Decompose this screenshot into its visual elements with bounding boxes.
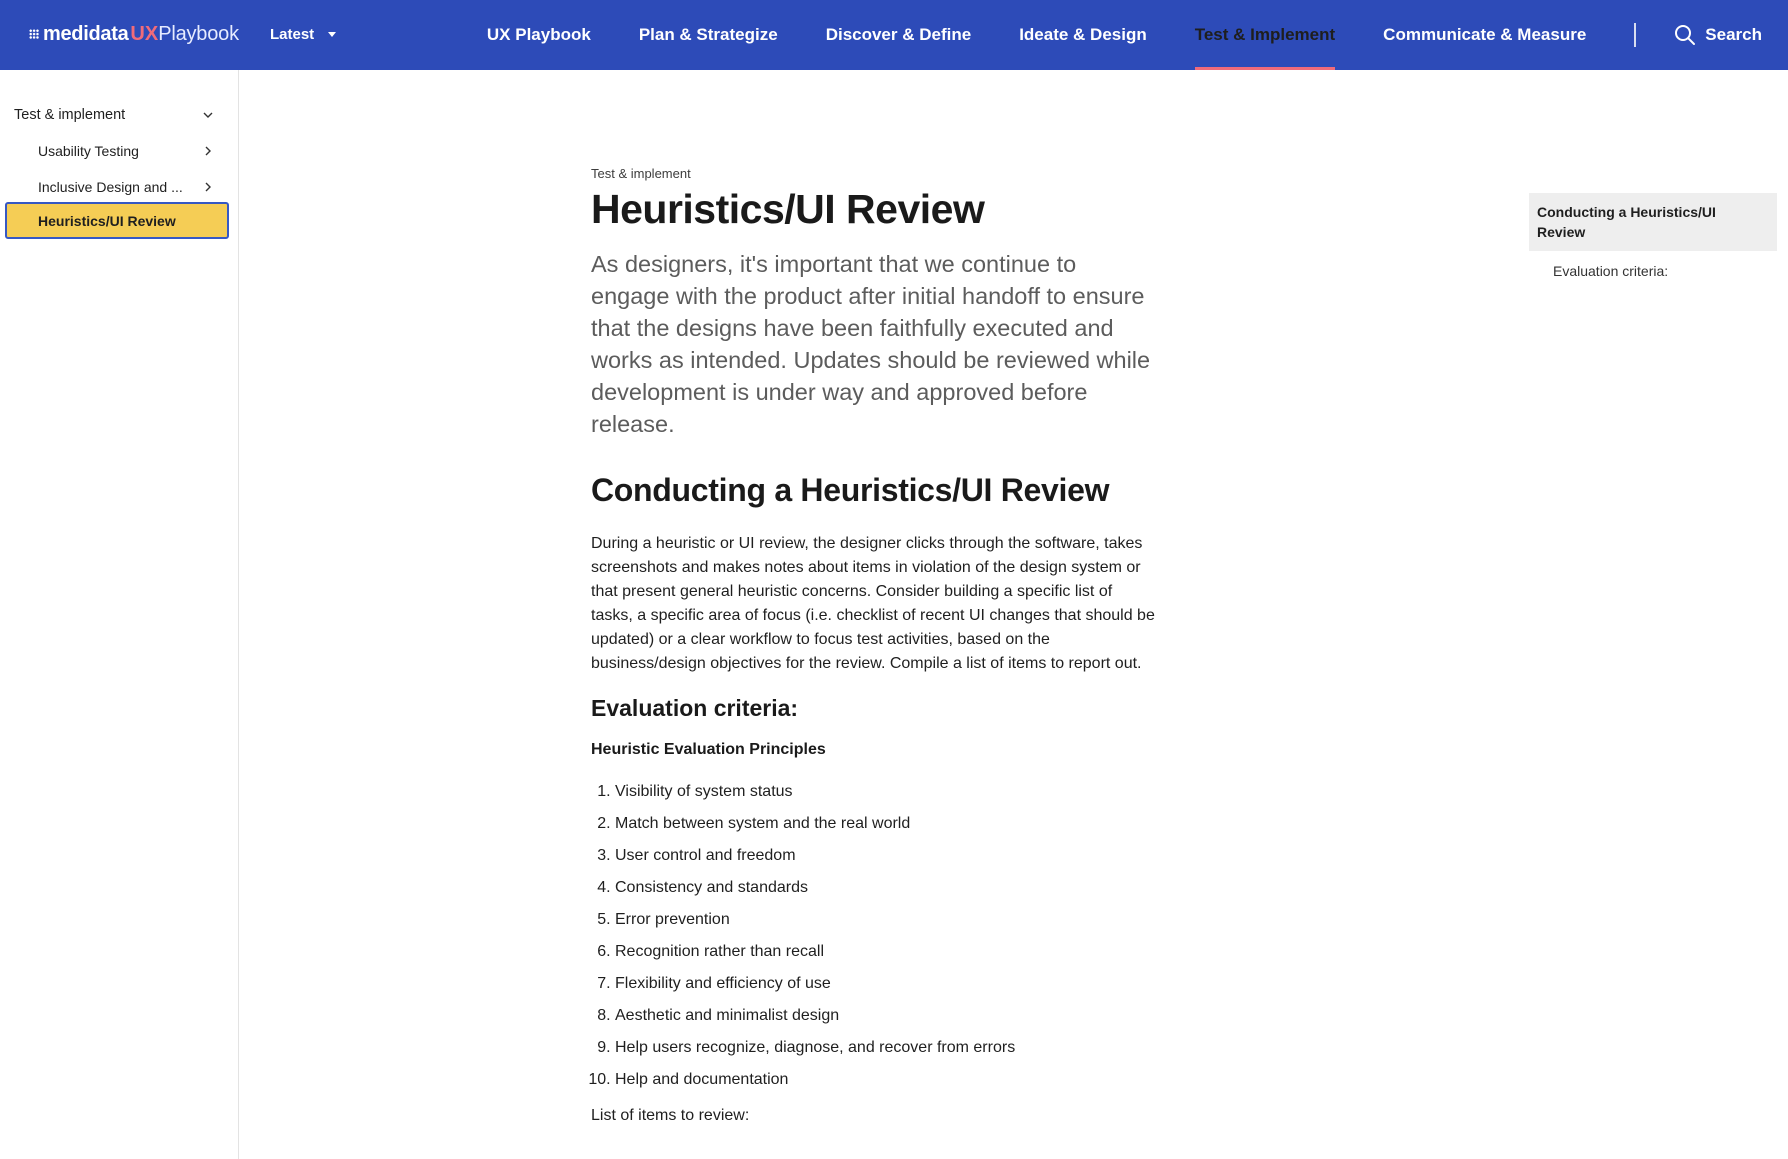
- list-item: 3. User control and freedom: [615, 840, 1161, 872]
- toc-item-evaluation-criteria[interactable]: Evaluation criteria:: [1553, 263, 1669, 279]
- chevron-right-icon: [202, 181, 214, 193]
- page-title: Heuristics/UI Review: [591, 186, 985, 232]
- top-navigation-bar: [0, 0, 1788, 70]
- sidebar-item-label: Heuristics/UI Review: [38, 212, 176, 229]
- sidebar-item-heuristics-ui-review[interactable]: [5, 202, 229, 239]
- nav-item-communicate-measure[interactable]: Communicate & Measure: [1383, 25, 1587, 44]
- sidebar-item-usability-testing[interactable]: [38, 139, 224, 163]
- search-icon: [1674, 24, 1696, 46]
- section-heading-conducting: Conducting a Heuristics/UI Review: [591, 472, 1110, 508]
- search-button[interactable]: [1656, 0, 1788, 70]
- principles-heading: Heuristic Evaluation Principles: [591, 741, 826, 758]
- chevron-right-icon: [202, 145, 214, 157]
- list-item: 10. Help and documentation: [615, 1064, 1161, 1096]
- main-content: [591, 166, 1161, 1128]
- list-item: 8. Aesthetic and minimalist design: [615, 1000, 1161, 1032]
- list-item: 9. Help users recognize, diagnose, and recover from errors: [615, 1032, 1161, 1064]
- left-sidebar: [0, 70, 239, 1159]
- logo-playbook-text: Playbook: [158, 22, 239, 45]
- sidebar-section-label: Test & implement: [14, 107, 126, 123]
- list-item: 1. Visibility of system status: [615, 776, 1161, 808]
- sidebar-section-test-implement[interactable]: [14, 103, 224, 127]
- list-item: 7. Flexibility and efficiency of use: [615, 968, 1161, 1000]
- breadcrumb[interactable]: Test & implement: [591, 166, 691, 181]
- list-item: 4. Consistency and standards: [615, 872, 1161, 904]
- search-button-label: Search: [1705, 25, 1762, 44]
- nav-item-ux-playbook[interactable]: UX Playbook: [486, 25, 591, 44]
- review-list-label: List of items to review:: [591, 1107, 750, 1124]
- medidata-ux-playbook-logo[interactable]: [29, 20, 239, 48]
- nav-item-ideate-design[interactable]: Ideate & Design: [1019, 25, 1147, 44]
- main-nav: [463, 0, 1788, 70]
- list-item: 5. Error prevention: [615, 904, 1161, 936]
- sidebar-item-label: Inclusive Design and ...: [38, 179, 183, 195]
- sidebar-item-label: Usability Testing: [38, 143, 139, 159]
- nav-item-test-implement[interactable]: Test & Implement: [1171, 0, 1359, 70]
- list-item: 2. Match between system and the real world: [615, 808, 1161, 840]
- logo-brand-text: medidata: [43, 22, 129, 45]
- intro-lead-paragraph: As designers, it's important that we continue to engage with the product after initial handoff to ensure that the designs have been faithfully executed and works as intended. Updates should be reviewed while development is under way and approved before release.: [591, 251, 1151, 437]
- sidebar-item-inclusive-design[interactable]: [38, 175, 224, 199]
- section-body-paragraph: During a heuristic or UI review, the designer clicks through the software, takes screenshots and makes notes about items in violation of the design system or that present general heuristic concerns. Consider building a specific list of tasks, a specific area of focus (i.e. checklist of recent UI changes that should be updated) or a clear workflow to focus test activities, based on the business/design objectives for the review. Compile a list of items to report out.: [591, 535, 1155, 672]
- logo-ux-text: UX: [130, 22, 159, 45]
- table-of-contents: [1529, 193, 1777, 281]
- heuristic-principles-list: [591, 776, 1161, 1096]
- version-dropdown[interactable]: [270, 22, 336, 46]
- toc-item-conducting[interactable]: Conducting a Heuristics/UI Review: [1529, 193, 1777, 251]
- list-item: 6. Recognition rather than recall: [615, 936, 1161, 968]
- app-grid-icon: [29, 29, 39, 39]
- version-dropdown-label: Latest: [270, 25, 315, 43]
- nav-item-discover-define[interactable]: Discover & Define: [825, 25, 972, 44]
- nav-divider: [1634, 23, 1636, 47]
- evaluation-criteria-heading: Evaluation criteria:: [591, 695, 799, 721]
- caret-down-icon: [328, 32, 336, 37]
- chevron-down-icon: [202, 109, 214, 121]
- nav-item-plan-strategize[interactable]: Plan & Strategize: [638, 25, 778, 44]
